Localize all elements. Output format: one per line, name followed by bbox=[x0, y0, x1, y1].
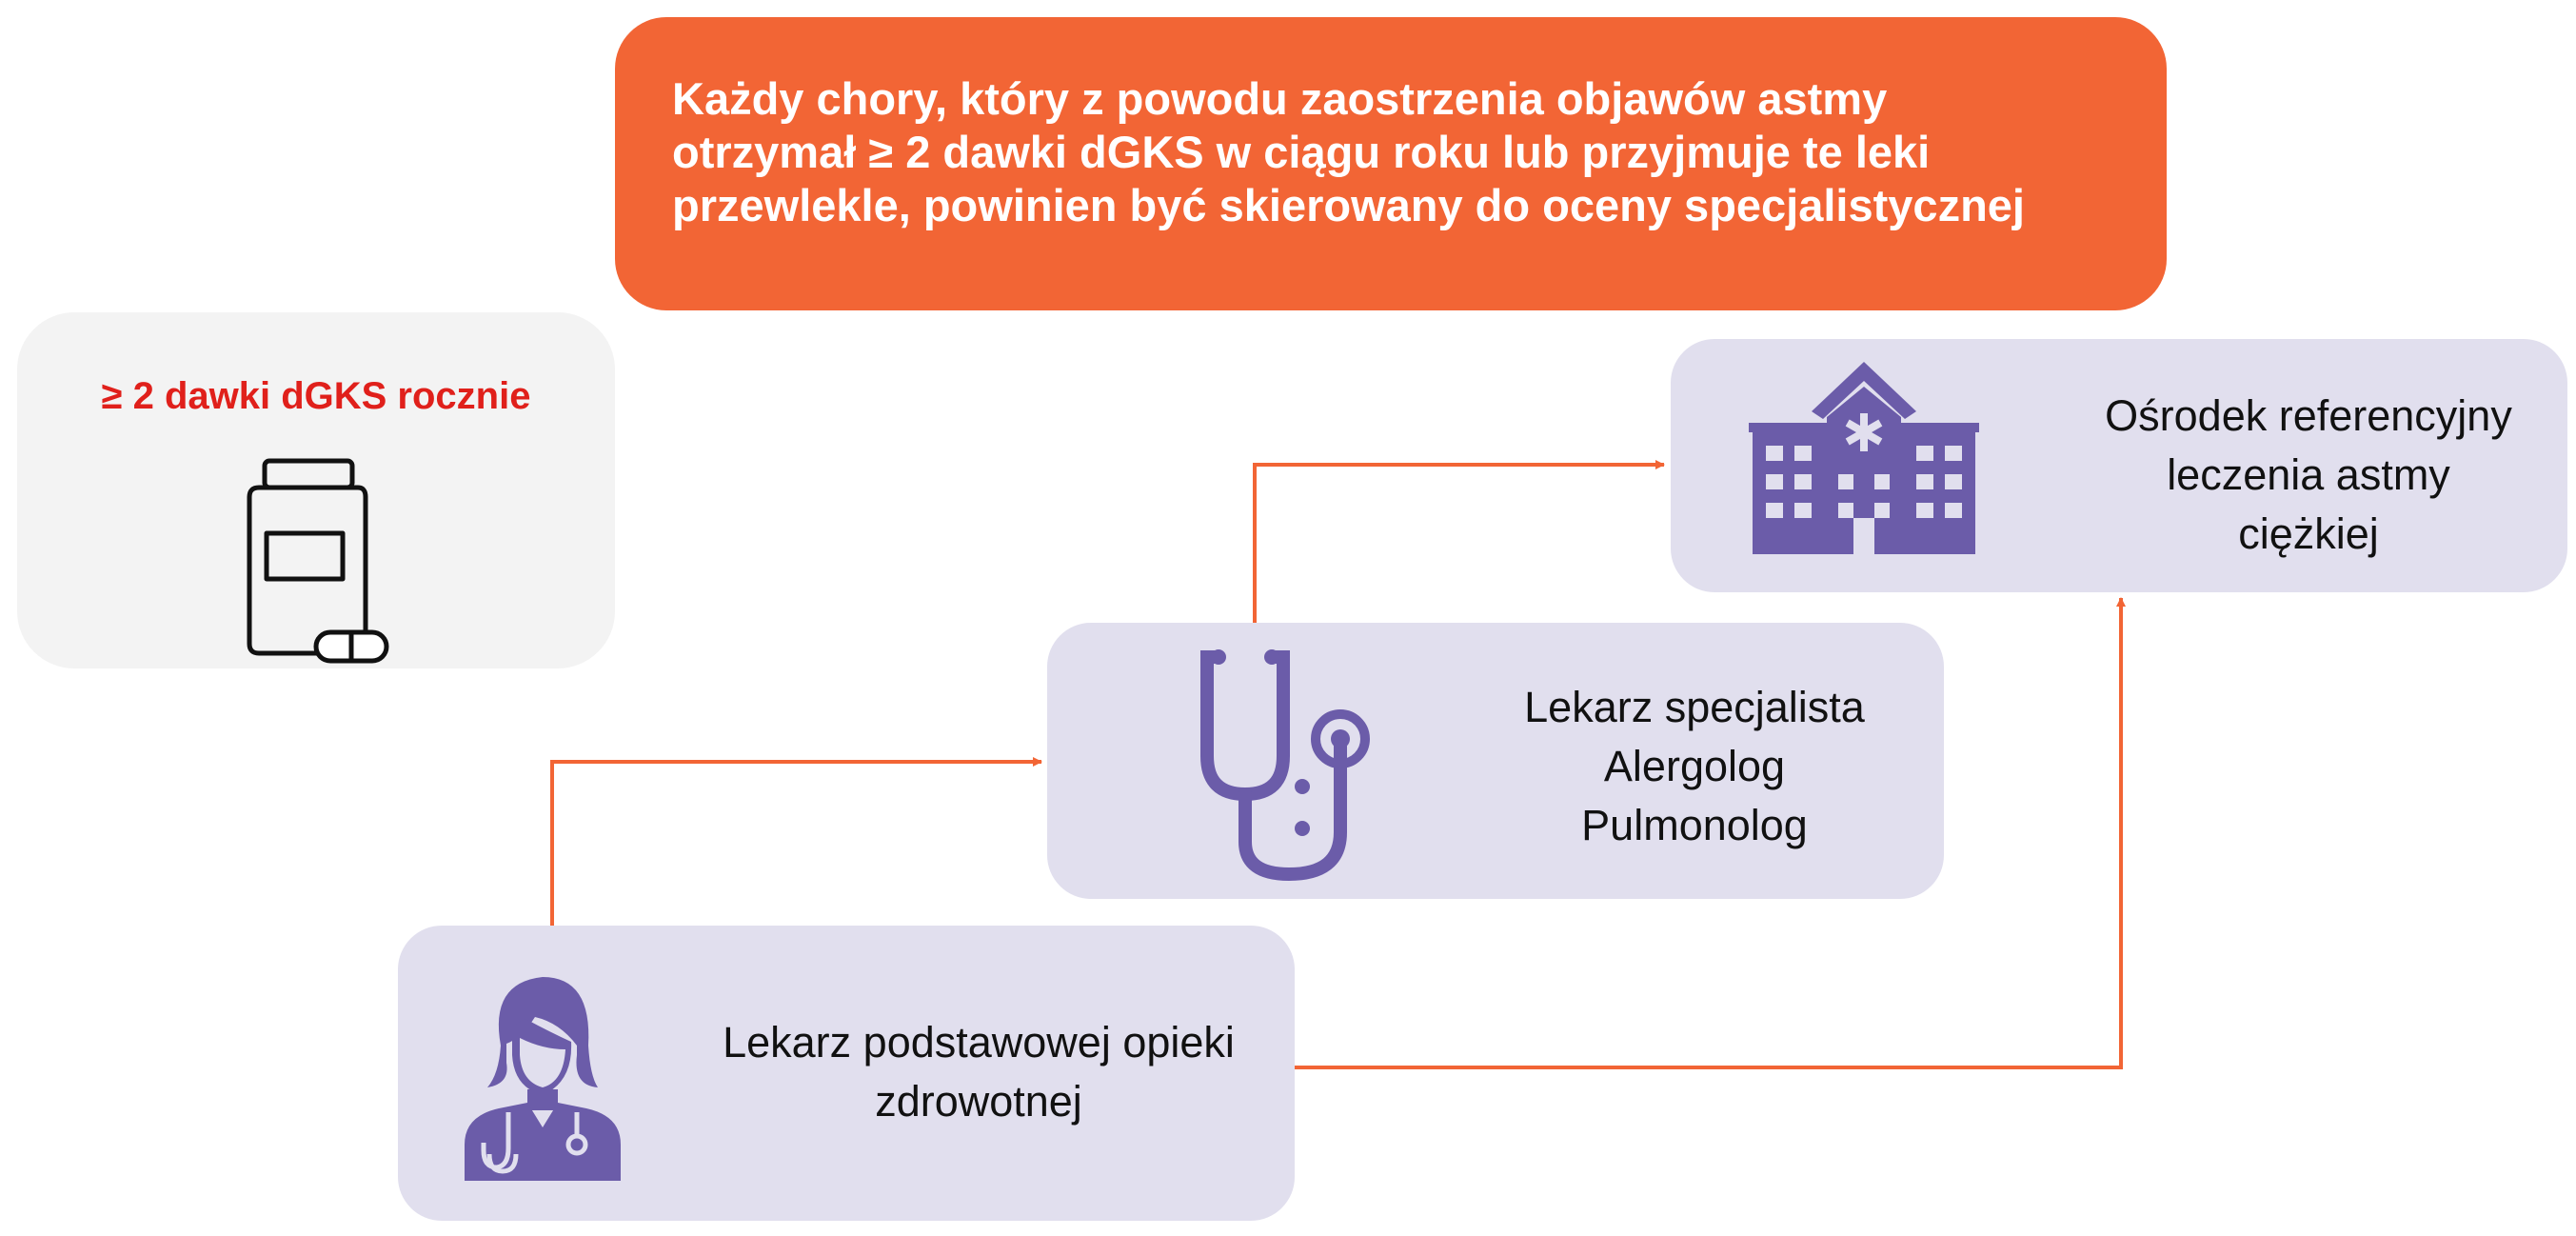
arrow-gp-to-specialist bbox=[552, 762, 1041, 926]
stethoscope-icon bbox=[1190, 642, 1399, 886]
gp-label: Lekarz podstawowej opieki zdrowotnej bbox=[723, 1018, 1235, 1126]
node-reference-center bbox=[1671, 339, 2567, 592]
doctor-icon bbox=[455, 964, 626, 1183]
dgks-note-card bbox=[17, 312, 615, 668]
criteria-banner bbox=[615, 17, 2167, 310]
dgks-note-title: ≥ 2 dawki dGKS rocznie bbox=[101, 375, 531, 417]
node-specialist bbox=[1047, 623, 1944, 899]
arrow-specialist-to-center bbox=[1255, 465, 1664, 623]
criteria-text: Każdy chory, który z powodu zaostrzenia objawów astmy otrzymał ≥ 2 dawki dGKS w ciągu roku lub przyjmuje te leki przewlekle, powinien być skierowany do oceny specjalistycznej bbox=[672, 73, 2025, 230]
specialist-label: Lekarz specjalista Alergolog Pulmonolog bbox=[1524, 683, 1865, 849]
hospital-icon bbox=[1745, 349, 1983, 558]
reference-center-label: Ośrodek referencyjny leczenia astmy ciężkiej bbox=[2105, 391, 2512, 558]
pill-bottle-icon bbox=[238, 455, 406, 665]
node-gp bbox=[398, 926, 1295, 1221]
